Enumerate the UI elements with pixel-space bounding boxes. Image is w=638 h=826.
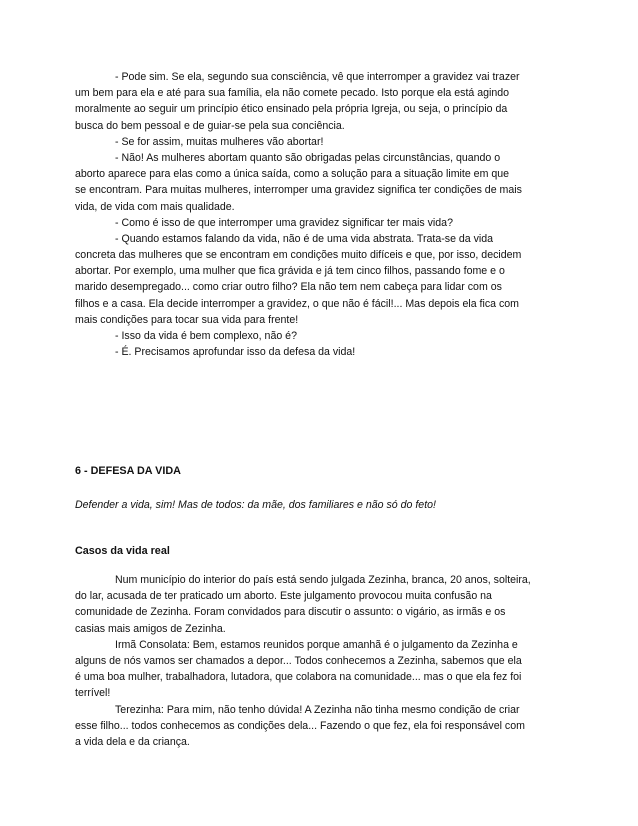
case-line: casias mais amigos de Zezinha. <box>75 622 226 635</box>
case-line: comunidade de Zezinha. Foram convidados para discutir o assunto: o vigário, as irmãs e os <box>75 606 506 619</box>
case-line: do lar, acusada de ter praticado um aborto. Este julgamento provocou muita confusão na <box>75 590 492 603</box>
case-line: a vida dela e da criança. <box>75 735 190 748</box>
case-line: é uma boa mulher, trabalhadora, lutadora, que colabora na comunidade... mas o que ela fez foi <box>75 671 522 684</box>
dialogue-line: filhos e a casa. Ela decide interromper a gravidez, o que não é fácil!... Mas depois ela fica com <box>75 297 519 310</box>
dialogue-line: - Se for assim, muitas mulheres vão abortar! <box>115 135 324 148</box>
section-subtitle: Defender a vida, sim! Mas de todos: da mãe, dos familiares e não só do feto! <box>75 499 436 511</box>
case-line: alguns de nós vamos ser chamados a depor... Todos conhecemos a Zezinha, sabemos que ela <box>75 654 522 667</box>
dialogue-paragraphs <box>75 69 565 360</box>
case-line: terrível! <box>75 687 111 700</box>
dialogue-line: - Quando estamos falando da vida, não é de uma vida abstrata. Trata-se da vida <box>115 232 494 245</box>
dialogue-line: - Pode sim. Se ela, segundo sua consciência, vê que interromper a gravidez vai trazer <box>115 71 520 83</box>
case-paragraphs <box>75 572 565 750</box>
dialogue-line: mais condições para tocar sua vida para frente! <box>75 313 299 326</box>
case-line: esse filho... todos conhecemos as condições dela... Fazendo o que fez, ela foi responsável com <box>75 719 525 732</box>
subheading: Casos da vida real <box>75 545 170 557</box>
section-subtitle-wrap <box>75 497 565 513</box>
dialogue-line: moralmente ao seguir um princípio ético ensinado pela própria Igreja, ou seja, o princípio da <box>75 103 508 116</box>
section-heading: 6 - DEFESA DA VIDA <box>75 465 181 477</box>
dialogue-line: se encontram. Para muitas mulheres, interromper uma gravidez significa ter condições de mais <box>75 184 522 197</box>
dialogue-line: um bem para ela e até para sua família, ela não comete pecado. Isto porque ela está agindo <box>75 87 510 100</box>
dialogue-line: - Como é isso de que interromper uma gravidez significar ter mais vida? <box>115 216 453 229</box>
dialogue-line: - Não! As mulheres abortam quanto são obrigadas pelas circunstâncias, quando o <box>115 151 501 164</box>
case-line: Terezinha: Para mim, não tenho dúvida! A Zezinha não tinha mesmo condição de criar <box>115 703 520 716</box>
dialogue-line: marido desempregado... como criar outro filho? Ela não tem nem cabeça para lidar com os <box>75 281 502 294</box>
subheading-wrap <box>75 543 565 559</box>
case-line: Irmã Consolata: Bem, estamos reunidos porque amanhã é o julgamento da Zezinha e <box>115 638 518 651</box>
dialogue-line: busca do bem pessoal e de guiar-se pela sua conciência. <box>75 119 345 132</box>
case-line: Num município do interior do país está sendo julgada Zezinha, branca, 20 anos, solteira, <box>115 574 531 586</box>
dialogue-line: - Isso da vida é bem complexo, não é? <box>115 330 297 342</box>
dialogue-line: aborto aparece para elas como a única saída, como a solução para a situação limite em que <box>75 168 510 181</box>
dialogue-line: - É. Precisamos aprofundar isso da defesa da vida! <box>115 346 356 359</box>
dialogue-line: vida, de vida com mais qualidade. <box>75 200 235 213</box>
section-heading-wrap <box>75 463 565 479</box>
dialogue-line: abortar. Por exemplo, uma mulher que fica grávida e já tem cinco filhos, passando fome e o <box>75 265 505 278</box>
dialogue-line: concreta das mulheres que se encontram em condições muito difíceis e que, por isso, decidem <box>75 249 522 262</box>
